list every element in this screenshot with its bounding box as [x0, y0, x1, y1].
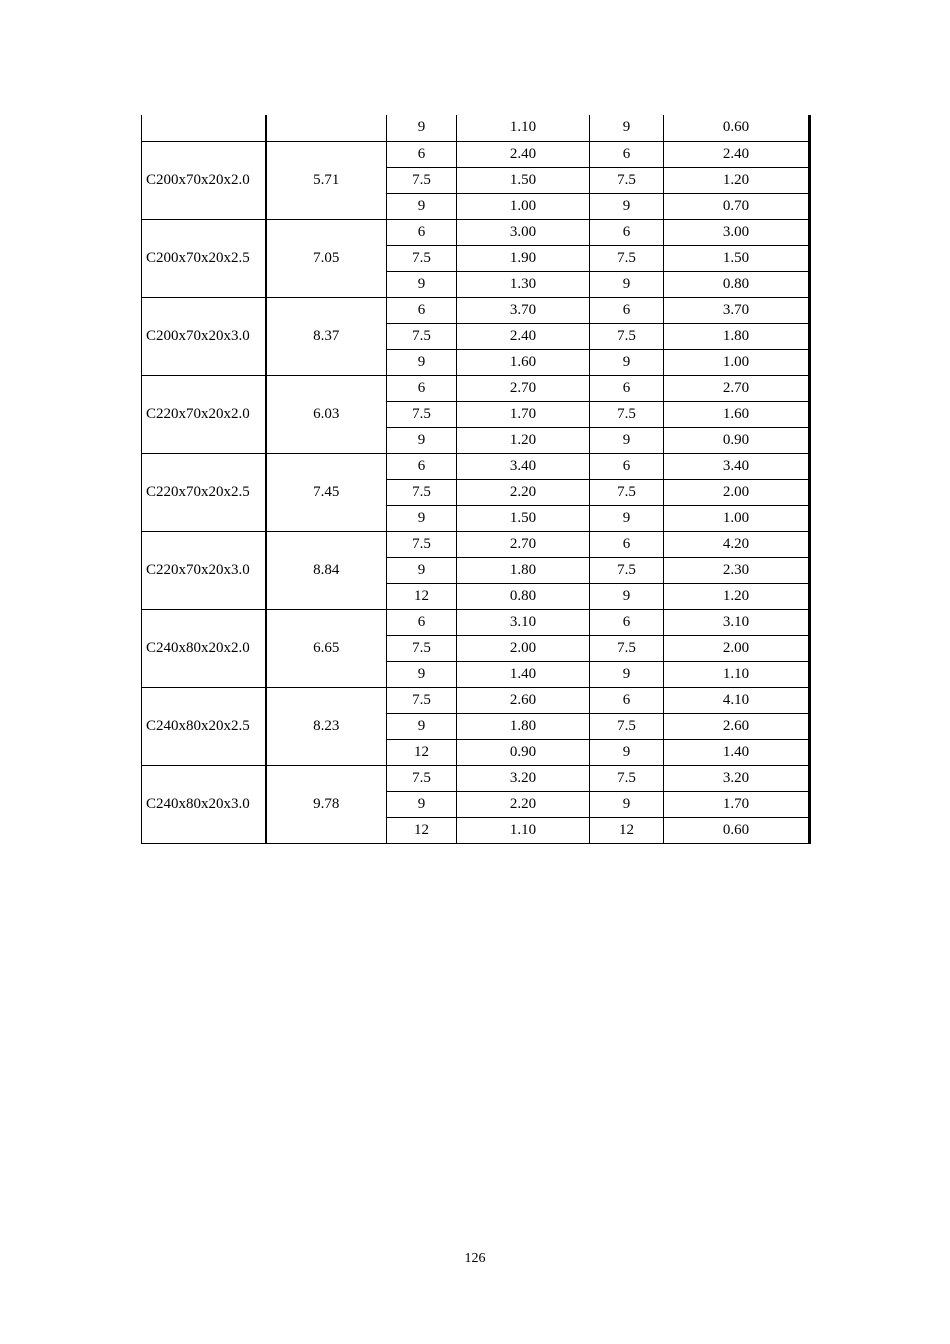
span-2-cell: 9 [590, 791, 664, 817]
span-1-cell: 7.5 [387, 635, 457, 661]
span-2-cell: 9 [590, 271, 664, 297]
load-2-cell: 1.40 [664, 739, 810, 765]
span-1-cell: 6 [387, 375, 457, 401]
load-2-cell: 0.70 [664, 193, 810, 219]
load-2-cell: 2.00 [664, 635, 810, 661]
span-1-cell: 12 [387, 583, 457, 609]
load-2-cell: 1.50 [664, 245, 810, 271]
span-2-cell: 7.5 [590, 635, 664, 661]
span-1-cell: 9 [387, 427, 457, 453]
span-2-cell: 7.5 [590, 401, 664, 427]
span-2-cell: 7.5 [590, 323, 664, 349]
span-1-cell: 7.5 [387, 479, 457, 505]
span-1-cell: 7.5 [387, 401, 457, 427]
span-1-cell: 9 [387, 193, 457, 219]
load-1-cell: 2.20 [457, 479, 590, 505]
span-1-cell: 7.5 [387, 245, 457, 271]
load-2-cell: 3.70 [664, 297, 810, 323]
load-1-cell: 1.30 [457, 271, 590, 297]
span-2-cell: 7.5 [590, 245, 664, 271]
span-1-cell: 6 [387, 609, 457, 635]
load-1-cell: 1.10 [457, 817, 590, 843]
weight-cell: 6.03 [266, 375, 387, 453]
load-1-cell: 1.90 [457, 245, 590, 271]
weight-cell: 8.23 [266, 687, 387, 765]
load-2-cell: 1.20 [664, 167, 810, 193]
span-2-cell: 6 [590, 141, 664, 167]
span-2-cell: 7.5 [590, 713, 664, 739]
load-1-cell: 2.40 [457, 141, 590, 167]
span-2-cell: 6 [590, 531, 664, 557]
section-cell: C220x70x20x2.5 [142, 453, 266, 531]
section-cell: C200x70x20x2.0 [142, 141, 266, 219]
load-1-cell: 1.50 [457, 167, 590, 193]
load-2-cell: 2.70 [664, 375, 810, 401]
span-1-cell: 7.5 [387, 687, 457, 713]
load-1-cell: 1.40 [457, 661, 590, 687]
span-2-cell: 6 [590, 453, 664, 479]
load-2-cell: 2.40 [664, 141, 810, 167]
load-1-cell: 1.70 [457, 401, 590, 427]
span-2-cell: 9 [590, 427, 664, 453]
span-1-cell: 9 [387, 349, 457, 375]
load-2-cell: 3.00 [664, 219, 810, 245]
table-row [142, 297, 810, 323]
span-2-cell: 9 [590, 583, 664, 609]
span-1-cell: 7.5 [387, 323, 457, 349]
table-row [142, 531, 810, 557]
load-2-cell: 0.60 [664, 115, 810, 141]
load-1-cell: 1.60 [457, 349, 590, 375]
table-row [142, 765, 810, 791]
load-2-cell: 1.10 [664, 661, 810, 687]
load-2-cell: 2.30 [664, 557, 810, 583]
load-1-cell: 3.20 [457, 765, 590, 791]
page-number: 126 [464, 1251, 486, 1266]
load-2-cell: 1.70 [664, 791, 810, 817]
section-cell: C240x80x20x2.0 [142, 609, 266, 687]
load-1-cell: 1.00 [457, 193, 590, 219]
weight-cell: 5.71 [266, 141, 387, 219]
table-row [142, 453, 810, 479]
span-1-cell: 12 [387, 817, 457, 843]
table-row [142, 687, 810, 713]
load-2-cell: 2.60 [664, 713, 810, 739]
span-1-cell: 9 [387, 505, 457, 531]
span-1-cell: 9 [387, 271, 457, 297]
section-cell: C200x70x20x2.5 [142, 219, 266, 297]
weight-cell: 8.84 [266, 531, 387, 609]
span-1-cell: 6 [387, 297, 457, 323]
load-2-cell: 1.60 [664, 401, 810, 427]
table-row [142, 141, 810, 167]
section-cell: C240x80x20x2.5 [142, 687, 266, 765]
section-cell: C200x70x20x3.0 [142, 297, 266, 375]
span-2-cell: 6 [590, 297, 664, 323]
table-body [142, 115, 810, 843]
load-1-cell: 3.70 [457, 297, 590, 323]
weight-cell: 9.78 [266, 765, 387, 843]
load-1-cell: 2.70 [457, 531, 590, 557]
span-2-cell: 6 [590, 375, 664, 401]
weight-cell [266, 115, 387, 141]
load-1-cell: 1.10 [457, 115, 590, 141]
table-row [142, 219, 810, 245]
span-2-cell: 9 [590, 349, 664, 375]
load-2-cell: 1.80 [664, 323, 810, 349]
weight-cell: 7.45 [266, 453, 387, 531]
span-2-cell: 9 [590, 193, 664, 219]
load-2-cell: 4.20 [664, 531, 810, 557]
section-cell: C220x70x20x2.0 [142, 375, 266, 453]
load-2-cell: 2.00 [664, 479, 810, 505]
load-1-cell: 3.10 [457, 609, 590, 635]
section-cell: C220x70x20x3.0 [142, 531, 266, 609]
load-1-cell: 3.40 [457, 453, 590, 479]
span-2-cell: 9 [590, 739, 664, 765]
table-row [142, 115, 810, 141]
span-1-cell: 9 [387, 557, 457, 583]
load-2-cell: 4.10 [664, 687, 810, 713]
load-1-cell: 1.80 [457, 557, 590, 583]
span-1-cell: 9 [387, 661, 457, 687]
purlin-load-table [141, 115, 811, 844]
span-2-cell: 12 [590, 817, 664, 843]
span-2-cell: 9 [590, 661, 664, 687]
span-1-cell: 7.5 [387, 765, 457, 791]
span-2-cell: 7.5 [590, 479, 664, 505]
span-1-cell: 9 [387, 791, 457, 817]
weight-cell: 6.65 [266, 609, 387, 687]
load-1-cell: 2.70 [457, 375, 590, 401]
span-1-cell: 12 [387, 739, 457, 765]
load-1-cell: 2.00 [457, 635, 590, 661]
section-cell [142, 115, 266, 141]
load-1-cell: 1.50 [457, 505, 590, 531]
load-1-cell: 3.00 [457, 219, 590, 245]
span-1-cell: 9 [387, 115, 457, 141]
weight-cell: 7.05 [266, 219, 387, 297]
table-row [142, 375, 810, 401]
span-1-cell: 6 [387, 141, 457, 167]
load-2-cell: 3.40 [664, 453, 810, 479]
span-2-cell: 7.5 [590, 557, 664, 583]
span-2-cell: 7.5 [590, 765, 664, 791]
span-2-cell: 9 [590, 505, 664, 531]
load-2-cell: 0.60 [664, 817, 810, 843]
load-2-cell: 0.80 [664, 271, 810, 297]
load-1-cell: 0.80 [457, 583, 590, 609]
load-2-cell: 1.00 [664, 505, 810, 531]
span-2-cell: 6 [590, 609, 664, 635]
load-1-cell: 1.80 [457, 713, 590, 739]
span-1-cell: 9 [387, 713, 457, 739]
load-2-cell: 0.90 [664, 427, 810, 453]
table-row [142, 609, 810, 635]
weight-cell: 8.37 [266, 297, 387, 375]
span-2-cell: 6 [590, 219, 664, 245]
load-2-cell: 3.20 [664, 765, 810, 791]
span-1-cell: 7.5 [387, 531, 457, 557]
span-1-cell: 6 [387, 453, 457, 479]
load-1-cell: 2.40 [457, 323, 590, 349]
load-1-cell: 2.60 [457, 687, 590, 713]
span-2-cell: 6 [590, 687, 664, 713]
span-2-cell: 9 [590, 115, 664, 141]
load-2-cell: 3.10 [664, 609, 810, 635]
load-2-cell: 1.00 [664, 349, 810, 375]
load-1-cell: 0.90 [457, 739, 590, 765]
load-2-cell: 1.20 [664, 583, 810, 609]
section-cell: C240x80x20x3.0 [142, 765, 266, 843]
load-1-cell: 1.20 [457, 427, 590, 453]
span-1-cell: 7.5 [387, 167, 457, 193]
load-1-cell: 2.20 [457, 791, 590, 817]
span-2-cell: 7.5 [590, 167, 664, 193]
span-1-cell: 6 [387, 219, 457, 245]
